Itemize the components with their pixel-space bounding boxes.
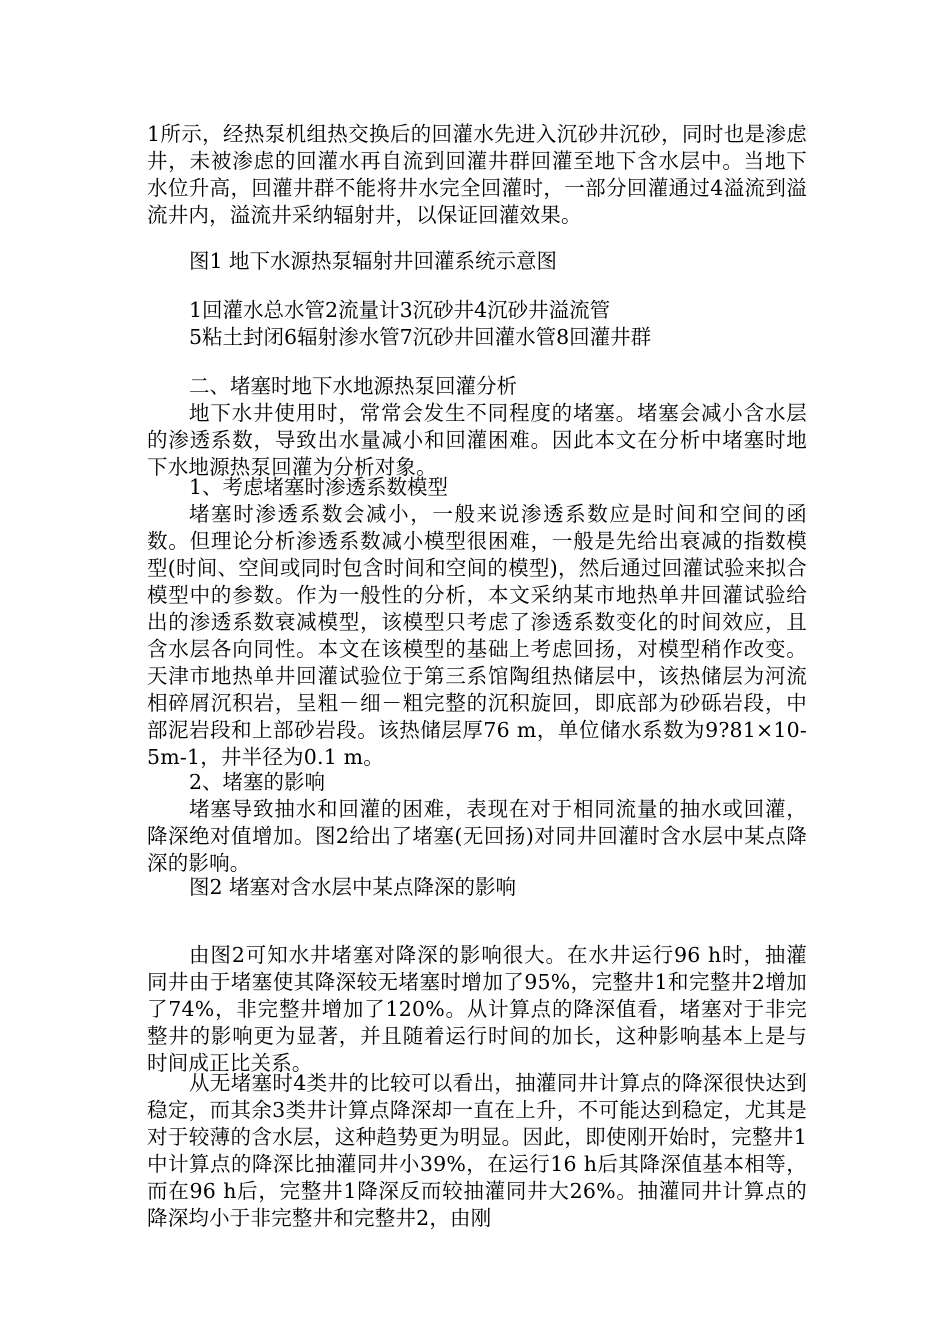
paragraph-permeability-model: 堵塞时渗透系数会减小，一般来说渗透系数应是时间和空间的函数。但理论分析渗透系数减小模型很困难，一般是先给出衰减的指数模型(时间、空间或同时包含时间和空间的模型)，然后通过回灌试验来拟合模型中的参数。作为一般性的分析，本文采纳某市地热单井回灌试验给出的渗透系数衰减模型，该模型只考虑了渗透系数变化的时间效应，且含水层各向同性。本文在该模型的基础上考虑回扬，对模型稍作改变。天津市地热单井回灌试验位于第三系馆陶组热储层中，该热储层为河流相碎屑沉积岩，呈粗－细－粗完整的沉积旋回，即底部为砂砾岩段，中部泥岩段和上部砂岩段。该热储层厚76 m，单位储水系数为9?81×10-5m-1，井半径为0.1 m。 (147, 502, 807, 769)
paragraph-figure-2-analysis: 由图2可知水井堵塞对降深的影响很大。在水井运行96 h时，抽灌同井由于堵塞使其降深较无堵塞时增加了95%，完整井1和完整井2增加了74%，非完整井增加了120%。从计算点的降深值看，堵塞对于非完整井的影响更为显著，并且随着运行时间的加长，这种影响基本上是与时间成正比关系。 (147, 943, 807, 1075)
figure-2-caption: 图2 堵塞对含水层中某点降深的影响 (189, 875, 517, 899)
paragraph-clogging-effect: 堵塞导致抽水和回灌的困难，表现在对于相同流量的抽水或回灌，降深绝对值增加。图2给出了堵塞(无回扬)对同井回灌时含水层中某点降深的影响。 (147, 797, 807, 875)
paragraph-recharge-flow: 1所示，经热泵机组热交换后的回灌水先进入沉砂井沉砂，同时也是渗虑井，未被渗虑的回灌水再自流到回灌井群回灌至地下含水层中。当地下水位升高，回灌井群不能将井水完全回灌时，一部分回灌通过4溢流到溢流井内，溢流井采纳辐射井，以保证回灌效果。 (147, 122, 807, 227)
figure-1-legend-line-2: 5粘土封闭6辐射渗水管7沉砂井回灌水管8回灌井群 (189, 325, 652, 349)
subsection-1-title: 1、考虑堵塞时渗透系数模型 (189, 475, 449, 499)
paragraph-well-comparison: 从无堵塞时4类井的比较可以看出，抽灌同井计算点的降深很快达到稳定，而其余3类井计算点降深却一直在上升，不可能达到稳定，尤其是对于较薄的含水层，这种趋势更为明显。因此，即使刚开始时，完整井1中计算点的降深比抽灌同井小39%，在运行16 h后其降深值基本相等，而在96 h后，完整井1降深反而较抽灌同井大26%。抽灌同井计算点的降深均小于非完整井和完整井2，由刚 (147, 1071, 807, 1230)
figure-1-legend-line-1: 1回灌水总水管2流量计3沉砂井4沉砂井溢流管 (189, 298, 611, 322)
subsection-2-title: 2、堵塞的影响 (189, 770, 326, 794)
figure-1-caption: 图1 地下水源热泵辐射井回灌系统示意图 (189, 249, 558, 273)
section-2-title: 二、堵塞时地下水地源热泵回灌分析 (189, 374, 517, 398)
paragraph-clogging-intro: 地下水井使用时，常常会发生不同程度的堵塞。堵塞会减小含水层的渗透系数，导致出水量减小和回灌困难。因此本文在分析中堵塞时地下水地源热泵回灌为分析对象。 (147, 401, 807, 479)
